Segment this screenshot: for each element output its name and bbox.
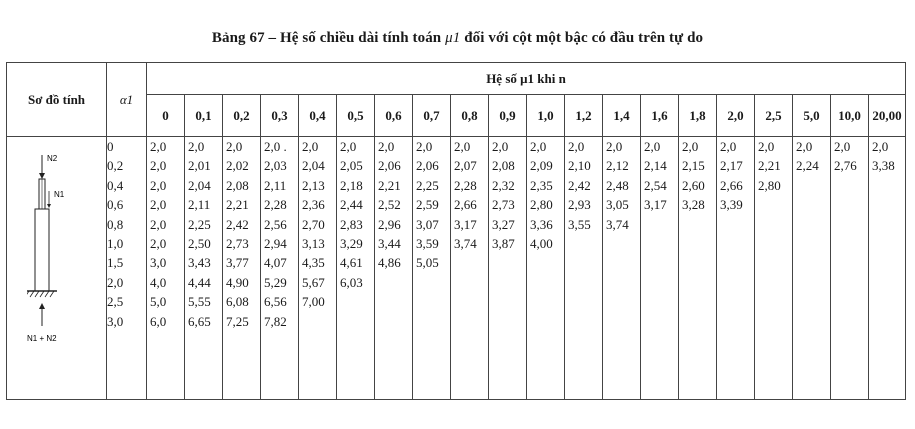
alpha-value: 2,0 <box>107 274 124 290</box>
table-cell: 3,38 <box>872 158 895 174</box>
title-suffix: đối với cột một bậc có đầu trên tự do <box>464 30 704 46</box>
alpha-value: 1,5 <box>107 255 124 271</box>
table-cell: 2,0 <box>340 139 357 154</box>
value-column <box>185 137 223 400</box>
table-cell: 2,28 <box>454 177 477 193</box>
alpha-value: 0,2 <box>107 158 124 174</box>
table-cell: 2,04 <box>302 158 325 174</box>
table-cell: 6,65 <box>188 313 211 329</box>
table-cell: 2,0 <box>188 139 205 154</box>
table-cell: 2,21 <box>758 158 781 174</box>
n-header-cell: 0,8 <box>451 95 489 137</box>
table-cell: 2,54 <box>644 177 667 193</box>
table-cell: 2,0 <box>150 197 167 213</box>
table-cell: 3,39 <box>720 197 743 213</box>
table-cell: 2,11 <box>188 197 211 213</box>
table-cell: 2,35 <box>530 177 553 193</box>
table-cell: 4,86 <box>378 255 401 271</box>
table-cell: 2,21 <box>378 177 401 193</box>
alpha-header: α1 <box>107 63 147 137</box>
alpha-value: 0,4 <box>107 177 124 193</box>
value-column <box>375 137 413 400</box>
table-cell: 2,21 <box>226 197 249 213</box>
table-cell: 2,15 <box>682 158 705 174</box>
table-cell: 2,02 <box>226 158 249 174</box>
table-cell: 2,44 <box>340 197 363 213</box>
table-cell: 2,56 <box>264 216 287 232</box>
alpha-value: 0,6 <box>107 197 124 213</box>
table-cell: 4,61 <box>340 255 363 271</box>
table-title <box>0 30 915 47</box>
label-n1-n2: N1 + N2 <box>27 334 57 343</box>
table-cell: 2,42 <box>568 177 591 193</box>
table-cell: 2,08 <box>492 158 515 174</box>
table-cell: 2,0 <box>378 139 395 154</box>
label-n2: N2 <box>47 154 58 163</box>
coefficient-table <box>6 62 906 400</box>
scheme-header: Sơ đồ tính <box>7 63 107 137</box>
table-cell: 2,59 <box>416 197 439 213</box>
n-header-cell: 20,00 <box>869 95 906 137</box>
n-header-cell: 0,3 <box>261 95 299 137</box>
scheme-diagram-cell <box>7 137 107 400</box>
n-header-cell: 1,2 <box>565 95 603 137</box>
table-cell: 2,06 <box>378 158 401 174</box>
table-cell: 2,0 <box>758 139 775 154</box>
table-cell: 2,01 <box>188 158 211 174</box>
n-header-cell: 0,6 <box>375 95 413 137</box>
table-cell: 3,07 <box>416 216 439 232</box>
table-cell: 2,42 <box>226 216 249 232</box>
value-column <box>261 137 299 400</box>
n-header-cell: 0,5 <box>337 95 375 137</box>
table-cell: 2,66 <box>720 177 743 193</box>
table-cell: 2,0 <box>796 139 813 154</box>
table-cell: 3,55 <box>568 216 591 232</box>
value-column <box>147 137 185 400</box>
table-cell: 6,56 <box>264 294 287 310</box>
table-cell: 2,0 <box>606 139 623 154</box>
table-cell: 3,77 <box>226 255 249 271</box>
table-cell: 2,03 <box>264 158 287 174</box>
table-cell: 3,0 <box>150 255 167 271</box>
table-cell: 2,05 <box>340 158 363 174</box>
n-header-cell: 5,0 <box>793 95 831 137</box>
column-diagram <box>27 151 87 361</box>
value-column <box>717 137 755 400</box>
table-cell: 6,0 <box>150 313 167 329</box>
table-cell: 4,35 <box>302 255 325 271</box>
n-header-cell: 0,4 <box>299 95 337 137</box>
alpha-value: 0,8 <box>107 216 124 232</box>
table-cell: 2,83 <box>340 216 363 232</box>
table-cell: 4,00 <box>530 236 553 252</box>
table-cell: 7,00 <box>302 294 325 310</box>
value-column <box>223 137 261 400</box>
value-column <box>641 137 679 400</box>
title-mu: μ1 <box>445 30 461 46</box>
table-cell: 2,0 <box>150 177 167 193</box>
table-cell: 2,13 <box>302 177 325 193</box>
table-cell: 2,73 <box>226 236 249 252</box>
table-cell: 2,80 <box>530 197 553 213</box>
value-column <box>679 137 717 400</box>
table-cell: 2,07 <box>454 158 477 174</box>
value-column <box>413 137 451 400</box>
n-header-cell: 1,8 <box>679 95 717 137</box>
table-cell: 3,74 <box>454 236 477 252</box>
table-cell: 2,28 <box>264 197 287 213</box>
table-cell: 2,17 <box>720 158 743 174</box>
n-header-cell: 0,9 <box>489 95 527 137</box>
table-cell: 2,0 <box>454 139 471 154</box>
table-cell: 3,17 <box>644 197 667 213</box>
n-header-cell: 0 <box>147 95 185 137</box>
table-cell: 3,74 <box>606 216 629 232</box>
table-cell: 2,08 <box>226 177 249 193</box>
coef-header: Hệ số μ1 khi n <box>147 63 906 95</box>
alpha-value: 1,0 <box>107 236 124 252</box>
table-cell: 5,67 <box>302 274 325 290</box>
table-cell: 3,44 <box>378 236 401 252</box>
value-column <box>869 137 906 400</box>
table-cell: 2,25 <box>188 216 211 232</box>
table-cell: 2,0 . <box>264 139 287 154</box>
table-cell: 2,0 <box>150 158 167 174</box>
table-cell: 3,13 <box>302 236 325 252</box>
table-cell: 6,08 <box>226 294 249 310</box>
table-cell: 3,28 <box>682 197 705 213</box>
table-cell: 2,70 <box>302 216 325 232</box>
table-cell: 2,80 <box>758 177 781 193</box>
table-cell: 2,12 <box>606 158 629 174</box>
value-column <box>831 137 869 400</box>
table-cell: 2,73 <box>492 197 515 213</box>
value-column <box>299 137 337 400</box>
table-cell: 5,0 <box>150 294 167 310</box>
table-cell: 2,0 <box>150 236 167 252</box>
table-cell: 2,14 <box>644 158 667 174</box>
alpha-value: 0 <box>107 139 114 154</box>
table-cell: 2,0 <box>872 139 889 154</box>
n-header-cell: 0,2 <box>223 95 261 137</box>
table-cell: 3,87 <box>492 236 515 252</box>
table-cell: 2,0 <box>682 139 699 154</box>
table-cell: 2,0 <box>302 139 319 154</box>
table-cell: 3,43 <box>188 255 211 271</box>
n-header-cell: 0,1 <box>185 95 223 137</box>
table-cell: 2,10 <box>568 158 591 174</box>
table-cell: 2,0 <box>644 139 661 154</box>
table-cell: 2,0 <box>150 216 167 232</box>
value-column <box>603 137 641 400</box>
table-cell: 2,94 <box>264 236 287 252</box>
table-cell: 3,17 <box>454 216 477 232</box>
table-cell: 2,0 <box>492 139 509 154</box>
table-cell: 2,96 <box>378 216 401 232</box>
table-cell: 2,60 <box>682 177 705 193</box>
alpha-values-cell <box>107 137 147 400</box>
value-column <box>793 137 831 400</box>
table-cell: 2,25 <box>416 177 439 193</box>
table-cell: 3,36 <box>530 216 553 232</box>
table-cell: 4,07 <box>264 255 287 271</box>
table-cell: 2,36 <box>302 197 325 213</box>
table-cell: 3,27 <box>492 216 515 232</box>
table-cell: 2,0 <box>416 139 433 154</box>
n-header-cell: 1,4 <box>603 95 641 137</box>
table-cell: 2,32 <box>492 177 515 193</box>
table-cell: 3,29 <box>340 236 363 252</box>
table-cell: 5,05 <box>416 255 439 271</box>
value-column <box>527 137 565 400</box>
table-cell: 2,50 <box>188 236 211 252</box>
label-n1: N1 <box>54 190 65 199</box>
n-header-cell: 10,0 <box>831 95 869 137</box>
table-cell: 4,0 <box>150 274 167 290</box>
value-column <box>565 137 603 400</box>
n-header-cell: 1,0 <box>527 95 565 137</box>
table-cell: 2,93 <box>568 197 591 213</box>
table-cell: 5,29 <box>264 274 287 290</box>
table-cell: 3,05 <box>606 197 629 213</box>
table-cell: 7,25 <box>226 313 249 329</box>
n-header-cell: 2,5 <box>755 95 793 137</box>
table-cell: 2,11 <box>264 177 287 193</box>
table-cell: 7,82 <box>264 313 287 329</box>
table-cell: 6,03 <box>340 274 363 290</box>
table-cell: 2,66 <box>454 197 477 213</box>
table-cell: 5,55 <box>188 294 211 310</box>
table-cell: 2,09 <box>530 158 553 174</box>
table-cell: 2,0 <box>226 139 243 154</box>
table-body-row <box>7 137 906 400</box>
title-prefix: Bảng 67 – Hệ số chiều dài tính toán <box>211 30 442 46</box>
table-cell: 4,44 <box>188 274 211 290</box>
table-cell: 2,24 <box>796 158 819 174</box>
n-header-cell: 1,6 <box>641 95 679 137</box>
alpha-value: 3,0 <box>107 313 124 329</box>
table-cell: 2,06 <box>416 158 439 174</box>
table-cell: 2,76 <box>834 158 857 174</box>
table-cell: 2,0 <box>150 139 167 154</box>
table-cell: 2,0 <box>530 139 547 154</box>
value-column <box>337 137 375 400</box>
table-cell: 2,18 <box>340 177 363 193</box>
table-cell: 2,0 <box>834 139 851 154</box>
value-column <box>755 137 793 400</box>
table-cell: 2,0 <box>720 139 737 154</box>
table-cell: 2,52 <box>378 197 401 213</box>
value-column <box>451 137 489 400</box>
table-cell: 3,59 <box>416 236 439 252</box>
table-cell: 2,04 <box>188 177 211 193</box>
alpha-value: 2,5 <box>107 294 124 310</box>
n-header-cell: 0,7 <box>413 95 451 137</box>
table-cell: 2,48 <box>606 177 629 193</box>
n-header-cell: 2,0 <box>717 95 755 137</box>
table-cell: 2,0 <box>568 139 585 154</box>
value-column <box>489 137 527 400</box>
table-cell: 4,90 <box>226 274 249 290</box>
